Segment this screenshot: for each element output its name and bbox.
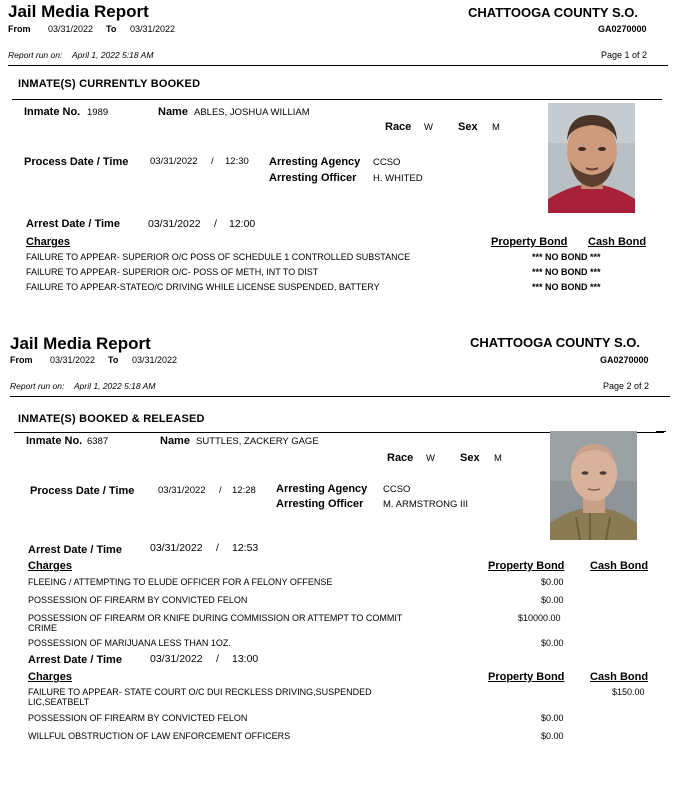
charge-item: FAILURE TO APPEAR- SUPERIOR O/C- POSS OF METH, INT TO DIST [26, 267, 319, 277]
charge-item: POSSESSION OF FIREARM BY CONVICTED FELON [28, 713, 248, 723]
mugshot-image [550, 431, 637, 540]
property-bond-amount: $10000.00 [518, 613, 561, 623]
sex-value: M [494, 453, 502, 464]
cash-bond-header: Cash Bond [588, 236, 647, 248]
name-label: Name [160, 435, 190, 447]
section-title: INMATE(S) BOOKED & RELEASED [18, 413, 205, 425]
from-label: From [10, 355, 33, 365]
charge-item-continued: CRIME [28, 623, 57, 633]
run-date: April 1, 2022 5:18 AM [74, 381, 156, 391]
bond-status: *** NO BOND *** [532, 267, 601, 277]
charge-item: WILLFUL OBSTRUCTION OF LAW ENFORCEMENT OFFICERS [28, 731, 291, 741]
from-date: 03/31/2022 [48, 24, 94, 34]
property-bond-amount: $0.00 [541, 731, 564, 741]
inmate-name: SUTTLES, ZACKERY GAGE [196, 436, 319, 447]
property-bond-header: Property Bond [491, 236, 568, 248]
cash-bond-header: Cash Bond [590, 560, 649, 572]
arrest-time: 13:00 [232, 653, 259, 665]
inmate-no-label: Inmate No. [26, 435, 83, 447]
arresting-officer-label: Arresting Officer [276, 498, 364, 510]
charge-item: FAILURE TO APPEAR- SUPERIOR O/C POSS OF SCHEDULE 1 CONTROLLED SUBSTANCE [26, 252, 411, 262]
arrest-sep: / [216, 542, 219, 554]
arresting-officer: M. ARMSTRONG III [383, 499, 468, 510]
cash-bond-header: Cash Bond [590, 671, 649, 683]
property-bond-amount: $0.00 [541, 577, 564, 587]
charge-item: FLEEING / ATTEMPTING TO ELUDE OFFICER FOR A FELONY OFFENSE [28, 577, 333, 587]
agency-name: CHATTOOGA COUNTY S.O. [468, 5, 638, 20]
to-date: 03/31/2022 [132, 355, 178, 365]
charge-item: FAILURE TO APPEAR- STATE COURT O/C DUI RECKLESS DRIVING,SUSPENDED [28, 687, 372, 697]
report-title: Jail Media Report [10, 334, 151, 353]
charge-item: POSSESSION OF MARIJUANA LESS THAN 1OZ. [28, 638, 231, 648]
arrest-date: 03/31/2022 [150, 542, 203, 554]
mugshot-image [548, 103, 635, 213]
process-label: Process Date / Time [30, 485, 135, 497]
mugshot-photo [550, 431, 637, 540]
process-time: 12:30 [225, 156, 249, 167]
header-rule [10, 396, 670, 397]
sex-value: M [492, 122, 500, 133]
section-rule [12, 99, 662, 100]
run-label: Report run on: [8, 50, 63, 60]
arrest-time: 12:00 [229, 218, 256, 230]
photo-edge-rule [656, 431, 666, 432]
inmate-no-label: Inmate No. [24, 106, 81, 118]
arresting-officer: H. WHITED [373, 173, 423, 184]
process-sep: / [211, 156, 214, 167]
property-bond-amount: $0.00 [541, 713, 564, 723]
run-date: April 1, 2022 5:18 AM [72, 50, 154, 60]
sex-label: Sex [460, 452, 480, 464]
charge-item: POSSESSION OF FIREARM OR KNIFE DURING COMMISSION OR ATTEMPT TO COMMIT [28, 613, 403, 623]
arrest-date-label: Arrest Date / Time [26, 218, 120, 230]
to-label: To [108, 355, 119, 365]
process-label: Process Date / Time [24, 156, 129, 168]
arrest-sep: / [214, 218, 217, 230]
property-bond-amount: $0.00 [541, 638, 564, 648]
report-title: Jail Media Report [8, 2, 149, 21]
ori-code: GA0270000 [600, 355, 649, 365]
mugshot-photo [548, 103, 635, 213]
bond-status: *** NO BOND *** [532, 252, 601, 262]
arrest-time: 12:53 [232, 542, 259, 554]
arrest-date-label: Arrest Date / Time [28, 654, 122, 666]
run-label: Report run on: [10, 381, 65, 391]
property-bond-header: Property Bond [488, 560, 565, 572]
to-date: 03/31/2022 [130, 24, 176, 34]
race-value: W [424, 122, 433, 133]
arresting-agency: CCSO [383, 484, 411, 495]
page-info: Page 2 of 2 [603, 381, 650, 391]
from-label: From [8, 24, 31, 34]
arrest-date: 03/31/2022 [150, 653, 203, 665]
process-date: 03/31/2022 [158, 485, 206, 496]
property-bond-header: Property Bond [488, 671, 565, 683]
inmate-no: 6387 [87, 436, 109, 447]
ori-code: GA0270000 [598, 24, 647, 34]
name-label: Name [158, 106, 188, 118]
charge-item: POSSESSION OF FIREARM BY CONVICTED FELON [28, 595, 248, 605]
agency-name: CHATTOOGA COUNTY S.O. [470, 335, 640, 350]
arresting-agency: CCSO [373, 157, 401, 168]
arresting-agency-label: Arresting Agency [276, 483, 368, 495]
arrest-date-label: Arrest Date / Time [28, 544, 122, 556]
property-bond-amount: $0.00 [541, 595, 564, 605]
process-date: 03/31/2022 [150, 156, 198, 167]
race-value: W [426, 453, 435, 464]
inmate-name: ABLES, JOSHUA WILLIAM [194, 107, 310, 118]
arrest-date: 03/31/2022 [148, 218, 201, 230]
arresting-officer-label: Arresting Officer [269, 172, 357, 184]
sex-label: Sex [458, 121, 478, 133]
charges-header: Charges [26, 236, 71, 248]
arrest-sep: / [216, 653, 219, 665]
bond-status: *** NO BOND *** [532, 282, 601, 292]
inmate-no: 1989 [87, 107, 109, 118]
to-label: To [106, 24, 117, 34]
charges-header: Charges [28, 560, 73, 572]
arresting-agency-label: Arresting Agency [269, 156, 361, 168]
header-rule [8, 65, 668, 66]
race-label: Race [387, 452, 414, 464]
section-title: INMATE(S) CURRENTLY BOOKED [18, 78, 201, 90]
charge-item-continued: LIC,SEATBELT [28, 697, 90, 707]
page-info: Page 1 of 2 [601, 50, 648, 60]
charges-header: Charges [28, 671, 73, 683]
from-date: 03/31/2022 [50, 355, 96, 365]
race-label: Race [385, 121, 412, 133]
cash-bond-amount: $150.00 [612, 687, 645, 697]
process-time: 12:28 [232, 485, 256, 496]
process-sep: / [219, 485, 222, 496]
charge-item: FAILURE TO APPEAR-STATEO/C DRIVING WHILE LICENSE SUSPENDED, BATTERY [26, 282, 380, 292]
